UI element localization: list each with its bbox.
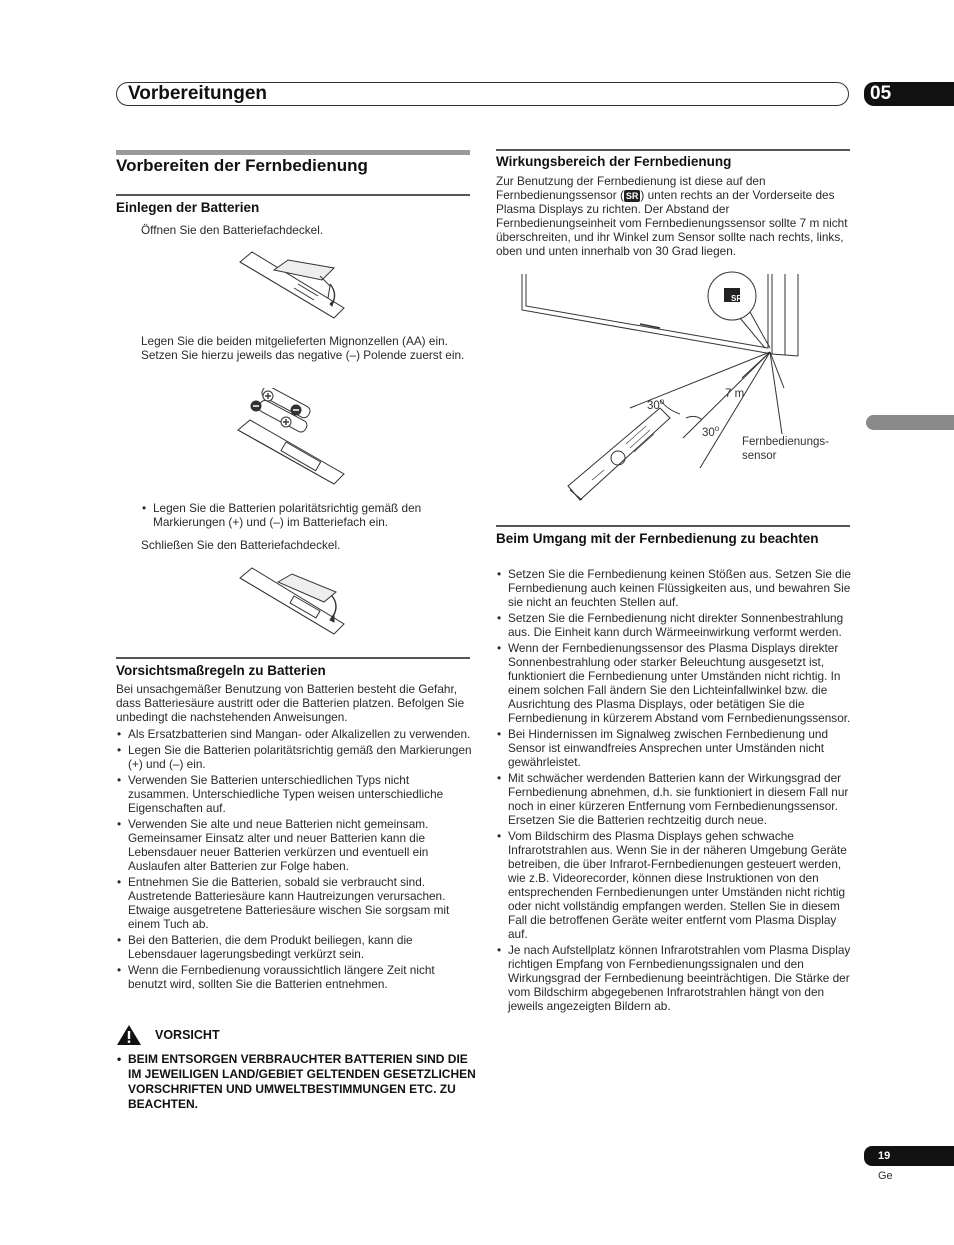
precautions-title: Vorsichtsmaßregeln zu Batterien (116, 663, 326, 678)
distance-label: 7 m (725, 388, 745, 400)
remote-close-cover-illustration (238, 562, 348, 638)
precaution-item: • Verwenden Sie Batterien unterschiedlichen Typs nicht zusammen. Unterschiedliche Typen weisen unterschiedliche Eigenschaften auf. (116, 773, 472, 815)
precaution-item: • Wenn die Fernbedienung voraussichtlich längere Zeit nicht benutzt wird, sollten Sie die Batterien entnehmen. (116, 963, 472, 991)
subsection-rule (496, 525, 850, 527)
caution-text: • BEIM ENTSORGEN VERBRAUCHTER BATTERIEN SIND DIE IM JEWEILIGEN LAND/GEBIET GELTENDEN GESETZLICHEN VORSCHRIFTEN UND UMWELTBESTIMMUNGEN ETC. ZU BEACHTEN. (116, 1052, 476, 1112)
caution-label: VORSICHT (155, 1028, 220, 1042)
battery-polarity-note: • Legen Sie die Batterien polaritätsrichtig gemäß den Markierungen (+) und (–) im Batteriefach ein. (141, 501, 471, 529)
precaution-item: • Legen Sie die Batterien polaritätsrichtig gemäß den Markierungen (+) und (–) ein. (116, 743, 472, 771)
batteries-title: Einlegen der Batterien (116, 200, 260, 215)
side-tab-marker (866, 415, 954, 430)
handling-item: • Bei Hindernissen im Signalweg zwischen Fernbedienung und Sensor ist einwandfreies Ansprechen unter Umständen nicht gewährleistet. (496, 727, 852, 769)
handling-item: • Setzen Sie die Fernbedienung nicht direkter Sonnenbestrahlung aus. Die Einheit kann durch Wärmeeinwirkung verformt werden. (496, 611, 852, 639)
handling-item: • Wenn der Fernbedienungssensor des Plasma Displays direkter Sonnenbestrahlung oder starker Beleuchtung ausgesetzt ist, funktioniert die Fernbedienung unter Umständen nicht richtig. In einem solchen Fall ändern Sie den Lichteinfallwinkel bzw. die Ausrichtung des Plasma Displays, oder betätigen Sie die Fernbedienung in kürzerem Abstand vom Fernbedienungssensor. (496, 641, 852, 725)
precaution-item: • Entnehmen Sie die Batterien, sobald sie verbraucht sind. Austretende Batteriesäure kann Hautreizungen verursachen. Etwaige ausgetretene Batteriesäure wischen Sie sorgsam mit einem Tuch ab. (116, 875, 472, 931)
chapter-number: 05 (864, 82, 954, 106)
warning-triangle-icon (116, 1024, 142, 1046)
subsection-rule (116, 657, 470, 659)
handling-item: • Je nach Aufstellplatz können Infrarotstrahlen vom Plasma Display richtigen Empfang von Fernbedienungssignalen und den Wirkungsgrad der Fernbedienung beeinträchtigen. Die Stärke der vom Bildschirm abgegebenen Infrarotstrahlen hängt von den jeweils angezeigten Bildern ab. (496, 943, 852, 1013)
angle-label-1: 30$^o$ (647, 397, 665, 412)
subsection-rule (496, 149, 850, 151)
page-number: 19 (864, 1146, 954, 1166)
remote-open-cover-illustration (238, 246, 348, 322)
angle-label-2: 30$^o$ (702, 424, 720, 439)
handling-item: • Setzen Sie die Fernbedienung keinen Stößen aus. Setzen Sie die Fernbedienung auch keinen Flüssigkeiten aus, und bewahren Sie sie nicht an feuchten Stellen auf. (496, 567, 852, 609)
range-title: Wirkungsbereich der Fernbedienung (496, 154, 732, 169)
sensor-label: Fernbedienungs- sensor (742, 436, 829, 462)
precaution-item: • Bei den Batterien, die dem Produkt beiliegen, kann die Lebensdauer lagerungsbedingt verkürzt sein. (116, 933, 472, 961)
battery-step-1: Öffnen Sie den Batteriefachdeckel. (141, 223, 324, 237)
chapter-title: Vorbereitungen (128, 83, 267, 104)
precautions-intro: Bei unsachgemäßer Benutzung von Batterien besteht die Gefahr, dass Batteriesäure austritt oder die Batterien platzen. Befolgen Sie unbedingt die nachstehenden Anweisungen. (116, 682, 465, 724)
battery-step-2: Legen Sie die beiden mitgelieferten Mignonzellen (AA) ein. Setzen Sie hierzu jeweils das negative (–) Polende zuerst ein. (141, 334, 465, 362)
subsection-rule (116, 194, 470, 196)
precaution-item: • Verwenden Sie alte und neue Batterien nicht gemeinsam. Gemeinsamer Einsatz alter und neuer Batterien kann die Lebensdauer neuer Batterien verkürzen und eventuell ein Auslaufen alter Batterien zur Folge haben. (116, 817, 472, 873)
precaution-item: • Als Ersatzbatterien sind Mangan- oder Alkalizellen zu verwenden. (116, 727, 472, 741)
battery-insert-illustration (236, 388, 348, 488)
range-text: Zur Benutzung der Fernbedienung ist diese auf den Fernbedienungssensor ( SR ) unten rechts an der Vorderseite des Plasma Displays zu richten. Der Abstand der Fernbedienungseinheit vom Fernbedienungssensor sollte 7 m nicht überschreiten, und ihr Winkel zum Sensor sollte nach rechts, links, oben und unten innerhalb von 30 Grad liegen. (496, 174, 848, 258)
battery-step-3: Schließen Sie den Batteriefachdeckel. (141, 538, 341, 552)
remote-range-diagram (500, 268, 840, 508)
language-code: Ge (878, 1170, 893, 1182)
section-rule (116, 150, 470, 155)
sensor-sr-icon: SR (625, 191, 639, 201)
section-title: Vorbereiten der Fernbedienung (116, 156, 368, 175)
sensor-sr-icon: SR (731, 294, 743, 303)
handling-title: Beim Umgang mit der Fernbedienung zu beachten (496, 531, 819, 546)
handling-item: • Mit schwächer werdenden Batterien kann der Wirkungsgrad der Fernbedienung abnehmen, d.h. sie funktioniert in diesem Fall nur noch in einer kürzeren Entfernung vom Fernbedienungssensor. Ersetzen Sie die Batterien rechtzeitig durch neue. (496, 771, 852, 827)
handling-item: • Vom Bildschirm des Plasma Displays gehen schwache Infrarotstrahlen aus. Wenn Sie in der näheren Umgebung Geräte betreiben, die über Infrarot-Fernbedienungen gesteuert werden, wie z.B. Videorecorder, können diese Instruktionen von den entsprechenden Fernbedienungen unter Umständen nicht richtig oder nicht vollständig empfangen werden. Stellen Sie in diesem Fall die betroffenen Geräte weiter entfernt vom Plasma Display auf. (496, 829, 852, 941)
